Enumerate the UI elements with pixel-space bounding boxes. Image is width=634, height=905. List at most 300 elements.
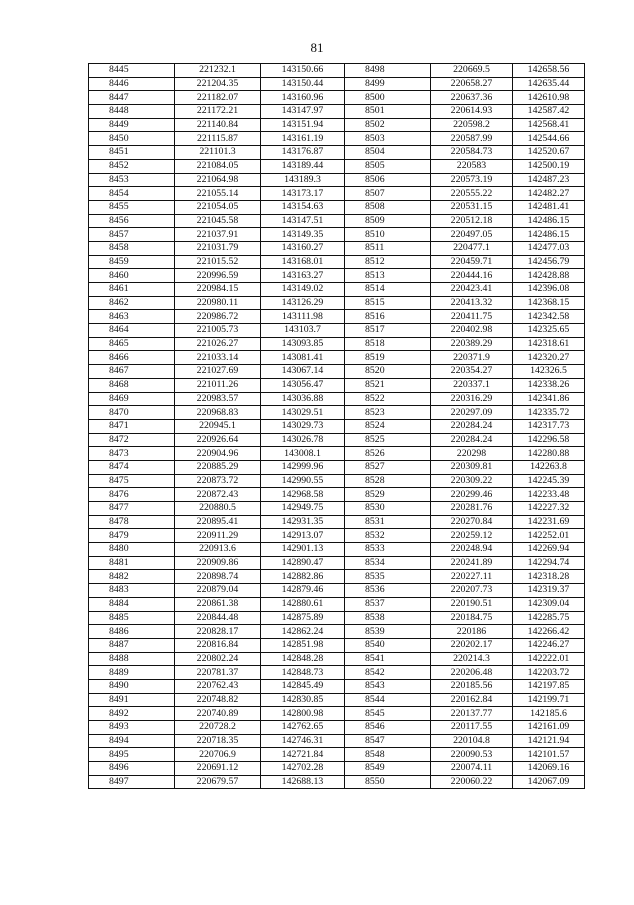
y-coordinate-cell: 142231.69 xyxy=(513,515,585,529)
x-coordinate-cell: 220354.27 xyxy=(431,365,513,379)
table-row xyxy=(89,679,585,693)
point-number-cell: 8517 xyxy=(345,324,431,338)
point-number-cell: 8459 xyxy=(89,255,175,269)
x-coordinate-cell: 220816.84 xyxy=(175,638,261,652)
x-coordinate-cell: 220316.29 xyxy=(431,392,513,406)
y-coordinate-cell: 142880.61 xyxy=(261,597,345,611)
table-row xyxy=(89,337,585,351)
point-number-cell: 8500 xyxy=(345,91,431,105)
y-coordinate-cell: 143008.1 xyxy=(261,447,345,461)
y-coordinate-cell: 142203.72 xyxy=(513,666,585,680)
table-row xyxy=(89,488,585,502)
point-number-cell: 8498 xyxy=(345,64,431,78)
x-coordinate-cell: 220898.74 xyxy=(175,570,261,584)
table-row xyxy=(89,721,585,735)
point-number-cell: 8532 xyxy=(345,529,431,543)
point-number-cell: 8493 xyxy=(89,721,175,735)
x-coordinate-cell: 220531.15 xyxy=(431,200,513,214)
x-coordinate-cell: 220880.5 xyxy=(175,502,261,516)
y-coordinate-cell: 142721.84 xyxy=(261,748,345,762)
y-coordinate-cell: 142233.48 xyxy=(513,488,585,502)
y-coordinate-cell: 142341.86 xyxy=(513,392,585,406)
y-coordinate-cell: 143160.96 xyxy=(261,91,345,105)
x-coordinate-cell: 220137.77 xyxy=(431,707,513,721)
x-coordinate-cell: 220983.57 xyxy=(175,392,261,406)
x-coordinate-cell: 221015.52 xyxy=(175,255,261,269)
point-number-cell: 8550 xyxy=(345,775,431,789)
y-coordinate-cell: 142990.55 xyxy=(261,474,345,488)
point-number-cell: 8455 xyxy=(89,200,175,214)
y-coordinate-cell: 142845.49 xyxy=(261,679,345,693)
point-number-cell: 8518 xyxy=(345,337,431,351)
y-coordinate-cell: 142326.5 xyxy=(513,365,585,379)
y-coordinate-cell: 143189.3 xyxy=(261,173,345,187)
x-coordinate-cell: 220885.29 xyxy=(175,460,261,474)
y-coordinate-cell: 143176.87 xyxy=(261,146,345,160)
point-number-cell: 8516 xyxy=(345,310,431,324)
x-coordinate-cell: 220691.12 xyxy=(175,762,261,776)
x-coordinate-cell: 220913.6 xyxy=(175,543,261,557)
point-number-cell: 8477 xyxy=(89,502,175,516)
y-coordinate-cell: 143163.27 xyxy=(261,269,345,283)
point-number-cell: 8488 xyxy=(89,652,175,666)
y-coordinate-cell: 142309.04 xyxy=(513,597,585,611)
table-row xyxy=(89,351,585,365)
point-number-cell: 8446 xyxy=(89,77,175,91)
x-coordinate-cell: 220411.75 xyxy=(431,310,513,324)
y-coordinate-cell: 142875.89 xyxy=(261,611,345,625)
x-coordinate-cell: 220658.27 xyxy=(431,77,513,91)
point-number-cell: 8482 xyxy=(89,570,175,584)
point-number-cell: 8511 xyxy=(345,241,431,255)
y-coordinate-cell: 142520.67 xyxy=(513,146,585,160)
x-coordinate-cell: 220587.99 xyxy=(431,132,513,146)
y-coordinate-cell: 142949.75 xyxy=(261,502,345,516)
table-row xyxy=(89,118,585,132)
y-coordinate-cell: 142587.42 xyxy=(513,105,585,119)
table-row xyxy=(89,228,585,242)
y-coordinate-cell: 142338.26 xyxy=(513,378,585,392)
table-row xyxy=(89,241,585,255)
point-number-cell: 8481 xyxy=(89,556,175,570)
point-number-cell: 8505 xyxy=(345,159,431,173)
table-row xyxy=(89,460,585,474)
y-coordinate-cell: 143093.85 xyxy=(261,337,345,351)
x-coordinate-cell: 220423.41 xyxy=(431,283,513,297)
x-coordinate-cell: 220309.81 xyxy=(431,460,513,474)
y-coordinate-cell: 143150.66 xyxy=(261,64,345,78)
x-coordinate-cell: 220861.38 xyxy=(175,597,261,611)
table-row xyxy=(89,64,585,78)
table-row xyxy=(89,775,585,789)
x-coordinate-cell: 220104.8 xyxy=(431,734,513,748)
point-number-cell: 8494 xyxy=(89,734,175,748)
y-coordinate-cell: 142635.44 xyxy=(513,77,585,91)
x-coordinate-cell: 220904.96 xyxy=(175,447,261,461)
point-number-cell: 8534 xyxy=(345,556,431,570)
point-number-cell: 8497 xyxy=(89,775,175,789)
x-coordinate-cell: 220748.82 xyxy=(175,693,261,707)
table-row xyxy=(89,173,585,187)
y-coordinate-cell: 143150.44 xyxy=(261,77,345,91)
point-number-cell: 8492 xyxy=(89,707,175,721)
y-coordinate-cell: 142610.98 xyxy=(513,91,585,105)
x-coordinate-cell: 221064.98 xyxy=(175,173,261,187)
point-number-cell: 8548 xyxy=(345,748,431,762)
y-coordinate-cell: 142197.85 xyxy=(513,679,585,693)
point-number-cell: 8535 xyxy=(345,570,431,584)
table-row xyxy=(89,146,585,160)
point-number-cell: 8547 xyxy=(345,734,431,748)
y-coordinate-cell: 143029.73 xyxy=(261,419,345,433)
x-coordinate-cell: 220402.98 xyxy=(431,324,513,338)
y-coordinate-cell: 143189.44 xyxy=(261,159,345,173)
y-coordinate-cell: 142335.72 xyxy=(513,406,585,420)
point-number-cell: 8445 xyxy=(89,64,175,78)
point-number-cell: 8486 xyxy=(89,625,175,639)
y-coordinate-cell: 142487.23 xyxy=(513,173,585,187)
x-coordinate-cell: 220298 xyxy=(431,447,513,461)
point-number-cell: 8462 xyxy=(89,296,175,310)
y-coordinate-cell: 142762.65 xyxy=(261,721,345,735)
y-coordinate-cell: 143173.17 xyxy=(261,187,345,201)
x-coordinate-cell: 220584.73 xyxy=(431,146,513,160)
y-coordinate-cell: 142246.27 xyxy=(513,638,585,652)
y-coordinate-cell: 143036.88 xyxy=(261,392,345,406)
y-coordinate-cell: 143111.98 xyxy=(261,310,345,324)
y-coordinate-cell: 142294.74 xyxy=(513,556,585,570)
x-coordinate-cell: 220185.56 xyxy=(431,679,513,693)
point-number-cell: 8503 xyxy=(345,132,431,146)
y-coordinate-cell: 142227.32 xyxy=(513,502,585,516)
y-coordinate-cell: 142396.08 xyxy=(513,283,585,297)
x-coordinate-cell: 221054.05 xyxy=(175,200,261,214)
point-number-cell: 8529 xyxy=(345,488,431,502)
x-coordinate-cell: 220968.83 xyxy=(175,406,261,420)
y-coordinate-cell: 143126.29 xyxy=(261,296,345,310)
y-coordinate-cell: 143081.41 xyxy=(261,351,345,365)
y-coordinate-cell: 143168.01 xyxy=(261,255,345,269)
point-number-cell: 8484 xyxy=(89,597,175,611)
table-row xyxy=(89,310,585,324)
point-number-cell: 8541 xyxy=(345,652,431,666)
point-number-cell: 8451 xyxy=(89,146,175,160)
point-number-cell: 8470 xyxy=(89,406,175,420)
table-row xyxy=(89,269,585,283)
point-number-cell: 8450 xyxy=(89,132,175,146)
point-number-cell: 8476 xyxy=(89,488,175,502)
point-number-cell: 8531 xyxy=(345,515,431,529)
x-coordinate-cell: 220802.24 xyxy=(175,652,261,666)
point-number-cell: 8473 xyxy=(89,447,175,461)
x-coordinate-cell: 220206.48 xyxy=(431,666,513,680)
table-row xyxy=(89,556,585,570)
point-number-cell: 8449 xyxy=(89,118,175,132)
point-number-cell: 8463 xyxy=(89,310,175,324)
x-coordinate-cell: 221172.21 xyxy=(175,105,261,119)
x-coordinate-cell: 221027.69 xyxy=(175,365,261,379)
table-row xyxy=(89,255,585,269)
table-row xyxy=(89,200,585,214)
point-number-cell: 8545 xyxy=(345,707,431,721)
y-coordinate-cell: 142482.27 xyxy=(513,187,585,201)
table-row xyxy=(89,707,585,721)
point-number-cell: 8512 xyxy=(345,255,431,269)
table-row xyxy=(89,543,585,557)
x-coordinate-cell: 220259.12 xyxy=(431,529,513,543)
y-coordinate-cell: 143067.14 xyxy=(261,365,345,379)
point-number-cell: 8499 xyxy=(345,77,431,91)
x-coordinate-cell: 220844.48 xyxy=(175,611,261,625)
table-row xyxy=(89,214,585,228)
y-coordinate-cell: 142486.15 xyxy=(513,214,585,228)
x-coordinate-cell: 221084.05 xyxy=(175,159,261,173)
table-row xyxy=(89,187,585,201)
y-coordinate-cell: 143026.78 xyxy=(261,433,345,447)
y-coordinate-cell: 143161.19 xyxy=(261,132,345,146)
y-coordinate-cell: 142568.41 xyxy=(513,118,585,132)
x-coordinate-cell: 220284.24 xyxy=(431,433,513,447)
point-number-cell: 8526 xyxy=(345,447,431,461)
point-number-cell: 8475 xyxy=(89,474,175,488)
x-coordinate-cell: 220227.11 xyxy=(431,570,513,584)
point-number-cell: 8501 xyxy=(345,105,431,119)
x-coordinate-cell: 220555.22 xyxy=(431,187,513,201)
table-row xyxy=(89,105,585,119)
table-row xyxy=(89,529,585,543)
table-row xyxy=(89,283,585,297)
point-number-cell: 8447 xyxy=(89,91,175,105)
x-coordinate-cell: 220598.2 xyxy=(431,118,513,132)
point-number-cell: 8453 xyxy=(89,173,175,187)
table-row xyxy=(89,365,585,379)
table-row xyxy=(89,433,585,447)
x-coordinate-cell: 221101.3 xyxy=(175,146,261,160)
x-coordinate-cell: 220728.2 xyxy=(175,721,261,735)
x-coordinate-cell: 221026.27 xyxy=(175,337,261,351)
x-coordinate-cell: 220873.72 xyxy=(175,474,261,488)
table-row xyxy=(89,762,585,776)
y-coordinate-cell: 142913.07 xyxy=(261,529,345,543)
x-coordinate-cell: 220926.64 xyxy=(175,433,261,447)
point-number-cell: 8533 xyxy=(345,543,431,557)
point-number-cell: 8549 xyxy=(345,762,431,776)
x-coordinate-cell: 220337.1 xyxy=(431,378,513,392)
y-coordinate-cell: 142851.98 xyxy=(261,638,345,652)
point-number-cell: 8521 xyxy=(345,378,431,392)
x-coordinate-cell: 220248.94 xyxy=(431,543,513,557)
point-number-cell: 8524 xyxy=(345,419,431,433)
y-coordinate-cell: 142285.75 xyxy=(513,611,585,625)
y-coordinate-cell: 142185.6 xyxy=(513,707,585,721)
x-coordinate-cell: 221204.35 xyxy=(175,77,261,91)
x-coordinate-cell: 220309.22 xyxy=(431,474,513,488)
y-coordinate-cell: 142702.28 xyxy=(261,762,345,776)
table-row xyxy=(89,91,585,105)
x-coordinate-cell: 220573.19 xyxy=(431,173,513,187)
y-coordinate-cell: 142746.31 xyxy=(261,734,345,748)
coordinates-table xyxy=(88,63,585,789)
point-number-cell: 8546 xyxy=(345,721,431,735)
point-number-cell: 8472 xyxy=(89,433,175,447)
y-coordinate-cell: 142320.27 xyxy=(513,351,585,365)
table-row xyxy=(89,378,585,392)
point-number-cell: 8528 xyxy=(345,474,431,488)
x-coordinate-cell: 221011.26 xyxy=(175,378,261,392)
y-coordinate-cell: 142067.09 xyxy=(513,775,585,789)
table-row xyxy=(89,296,585,310)
point-number-cell: 8483 xyxy=(89,584,175,598)
x-coordinate-cell: 220669.5 xyxy=(431,64,513,78)
point-number-cell: 8485 xyxy=(89,611,175,625)
point-number-cell: 8514 xyxy=(345,283,431,297)
x-coordinate-cell: 220679.57 xyxy=(175,775,261,789)
table-row xyxy=(89,638,585,652)
point-number-cell: 8480 xyxy=(89,543,175,557)
x-coordinate-cell: 220911.29 xyxy=(175,529,261,543)
table-row xyxy=(89,515,585,529)
point-number-cell: 8474 xyxy=(89,460,175,474)
x-coordinate-cell: 221055.14 xyxy=(175,187,261,201)
y-coordinate-cell: 143103.7 xyxy=(261,324,345,338)
x-coordinate-cell: 220186 xyxy=(431,625,513,639)
x-coordinate-cell: 220781.37 xyxy=(175,666,261,680)
point-number-cell: 8487 xyxy=(89,638,175,652)
point-number-cell: 8519 xyxy=(345,351,431,365)
point-number-cell: 8507 xyxy=(345,187,431,201)
point-number-cell: 8479 xyxy=(89,529,175,543)
x-coordinate-cell: 221033.14 xyxy=(175,351,261,365)
point-number-cell: 8540 xyxy=(345,638,431,652)
point-number-cell: 8495 xyxy=(89,748,175,762)
point-number-cell: 8448 xyxy=(89,105,175,119)
point-number-cell: 8468 xyxy=(89,378,175,392)
x-coordinate-cell: 221140.84 xyxy=(175,118,261,132)
x-coordinate-cell: 220270.84 xyxy=(431,515,513,529)
x-coordinate-cell: 220060.22 xyxy=(431,775,513,789)
x-coordinate-cell: 220872.43 xyxy=(175,488,261,502)
point-number-cell: 8452 xyxy=(89,159,175,173)
y-coordinate-cell: 142658.56 xyxy=(513,64,585,78)
x-coordinate-cell: 220980.11 xyxy=(175,296,261,310)
y-coordinate-cell: 142456.79 xyxy=(513,255,585,269)
table-row xyxy=(89,132,585,146)
y-coordinate-cell: 142325.65 xyxy=(513,324,585,338)
y-coordinate-cell: 142882.86 xyxy=(261,570,345,584)
table-row xyxy=(89,570,585,584)
y-coordinate-cell: 142318.61 xyxy=(513,337,585,351)
x-coordinate-cell: 220718.35 xyxy=(175,734,261,748)
y-coordinate-cell: 142968.58 xyxy=(261,488,345,502)
x-coordinate-cell: 220637.36 xyxy=(431,91,513,105)
table-row xyxy=(89,392,585,406)
point-number-cell: 8530 xyxy=(345,502,431,516)
point-number-cell: 8464 xyxy=(89,324,175,338)
point-number-cell: 8504 xyxy=(345,146,431,160)
y-coordinate-cell: 142121.94 xyxy=(513,734,585,748)
table-row xyxy=(89,584,585,598)
y-coordinate-cell: 142199.71 xyxy=(513,693,585,707)
y-coordinate-cell: 143149.35 xyxy=(261,228,345,242)
table-row xyxy=(89,748,585,762)
y-coordinate-cell: 142500.19 xyxy=(513,159,585,173)
table-row xyxy=(89,666,585,680)
point-number-cell: 8542 xyxy=(345,666,431,680)
x-coordinate-cell: 220740.89 xyxy=(175,707,261,721)
point-number-cell: 8523 xyxy=(345,406,431,420)
y-coordinate-cell: 142319.37 xyxy=(513,584,585,598)
point-number-cell: 8513 xyxy=(345,269,431,283)
point-number-cell: 8478 xyxy=(89,515,175,529)
y-coordinate-cell: 142342.58 xyxy=(513,310,585,324)
y-coordinate-cell: 142263.8 xyxy=(513,460,585,474)
point-number-cell: 8509 xyxy=(345,214,431,228)
y-coordinate-cell: 142245.39 xyxy=(513,474,585,488)
y-coordinate-cell: 142879.46 xyxy=(261,584,345,598)
table-row xyxy=(89,77,585,91)
x-coordinate-cell: 220207.73 xyxy=(431,584,513,598)
y-coordinate-cell: 142222.01 xyxy=(513,652,585,666)
x-coordinate-cell: 220477.1 xyxy=(431,241,513,255)
y-coordinate-cell: 142428.88 xyxy=(513,269,585,283)
x-coordinate-cell: 220162.84 xyxy=(431,693,513,707)
point-number-cell: 8543 xyxy=(345,679,431,693)
x-coordinate-cell: 220389.29 xyxy=(431,337,513,351)
x-coordinate-cell: 220184.75 xyxy=(431,611,513,625)
point-number-cell: 8454 xyxy=(89,187,175,201)
y-coordinate-cell: 142862.24 xyxy=(261,625,345,639)
x-coordinate-cell: 221115.87 xyxy=(175,132,261,146)
point-number-cell: 8496 xyxy=(89,762,175,776)
y-coordinate-cell: 143056.47 xyxy=(261,378,345,392)
y-coordinate-cell: 142830.85 xyxy=(261,693,345,707)
table-row xyxy=(89,406,585,420)
y-coordinate-cell: 142486.15 xyxy=(513,228,585,242)
point-number-cell: 8539 xyxy=(345,625,431,639)
point-number-cell: 8544 xyxy=(345,693,431,707)
y-coordinate-cell: 143149.02 xyxy=(261,283,345,297)
x-coordinate-cell: 220459.71 xyxy=(431,255,513,269)
y-coordinate-cell: 142688.13 xyxy=(261,775,345,789)
x-coordinate-cell: 220879.04 xyxy=(175,584,261,598)
x-coordinate-cell: 220202.17 xyxy=(431,638,513,652)
y-coordinate-cell: 142296.58 xyxy=(513,433,585,447)
x-coordinate-cell: 220497.05 xyxy=(431,228,513,242)
x-coordinate-cell: 220214.3 xyxy=(431,652,513,666)
y-coordinate-cell: 142848.28 xyxy=(261,652,345,666)
x-coordinate-cell: 220413.32 xyxy=(431,296,513,310)
x-coordinate-cell: 220281.76 xyxy=(431,502,513,516)
table-row xyxy=(89,474,585,488)
table-row xyxy=(89,447,585,461)
x-coordinate-cell: 221031.79 xyxy=(175,241,261,255)
point-number-cell: 8508 xyxy=(345,200,431,214)
point-number-cell: 8465 xyxy=(89,337,175,351)
x-coordinate-cell: 221037.91 xyxy=(175,228,261,242)
y-coordinate-cell: 142477.03 xyxy=(513,241,585,255)
table-row xyxy=(89,419,585,433)
point-number-cell: 8525 xyxy=(345,433,431,447)
x-coordinate-cell: 220984.15 xyxy=(175,283,261,297)
point-number-cell: 8520 xyxy=(345,365,431,379)
y-coordinate-cell: 142266.42 xyxy=(513,625,585,639)
point-number-cell: 8510 xyxy=(345,228,431,242)
y-coordinate-cell: 142931.35 xyxy=(261,515,345,529)
y-coordinate-cell: 142890.47 xyxy=(261,556,345,570)
y-coordinate-cell: 142800.98 xyxy=(261,707,345,721)
y-coordinate-cell: 142901.13 xyxy=(261,543,345,557)
point-number-cell: 8471 xyxy=(89,419,175,433)
